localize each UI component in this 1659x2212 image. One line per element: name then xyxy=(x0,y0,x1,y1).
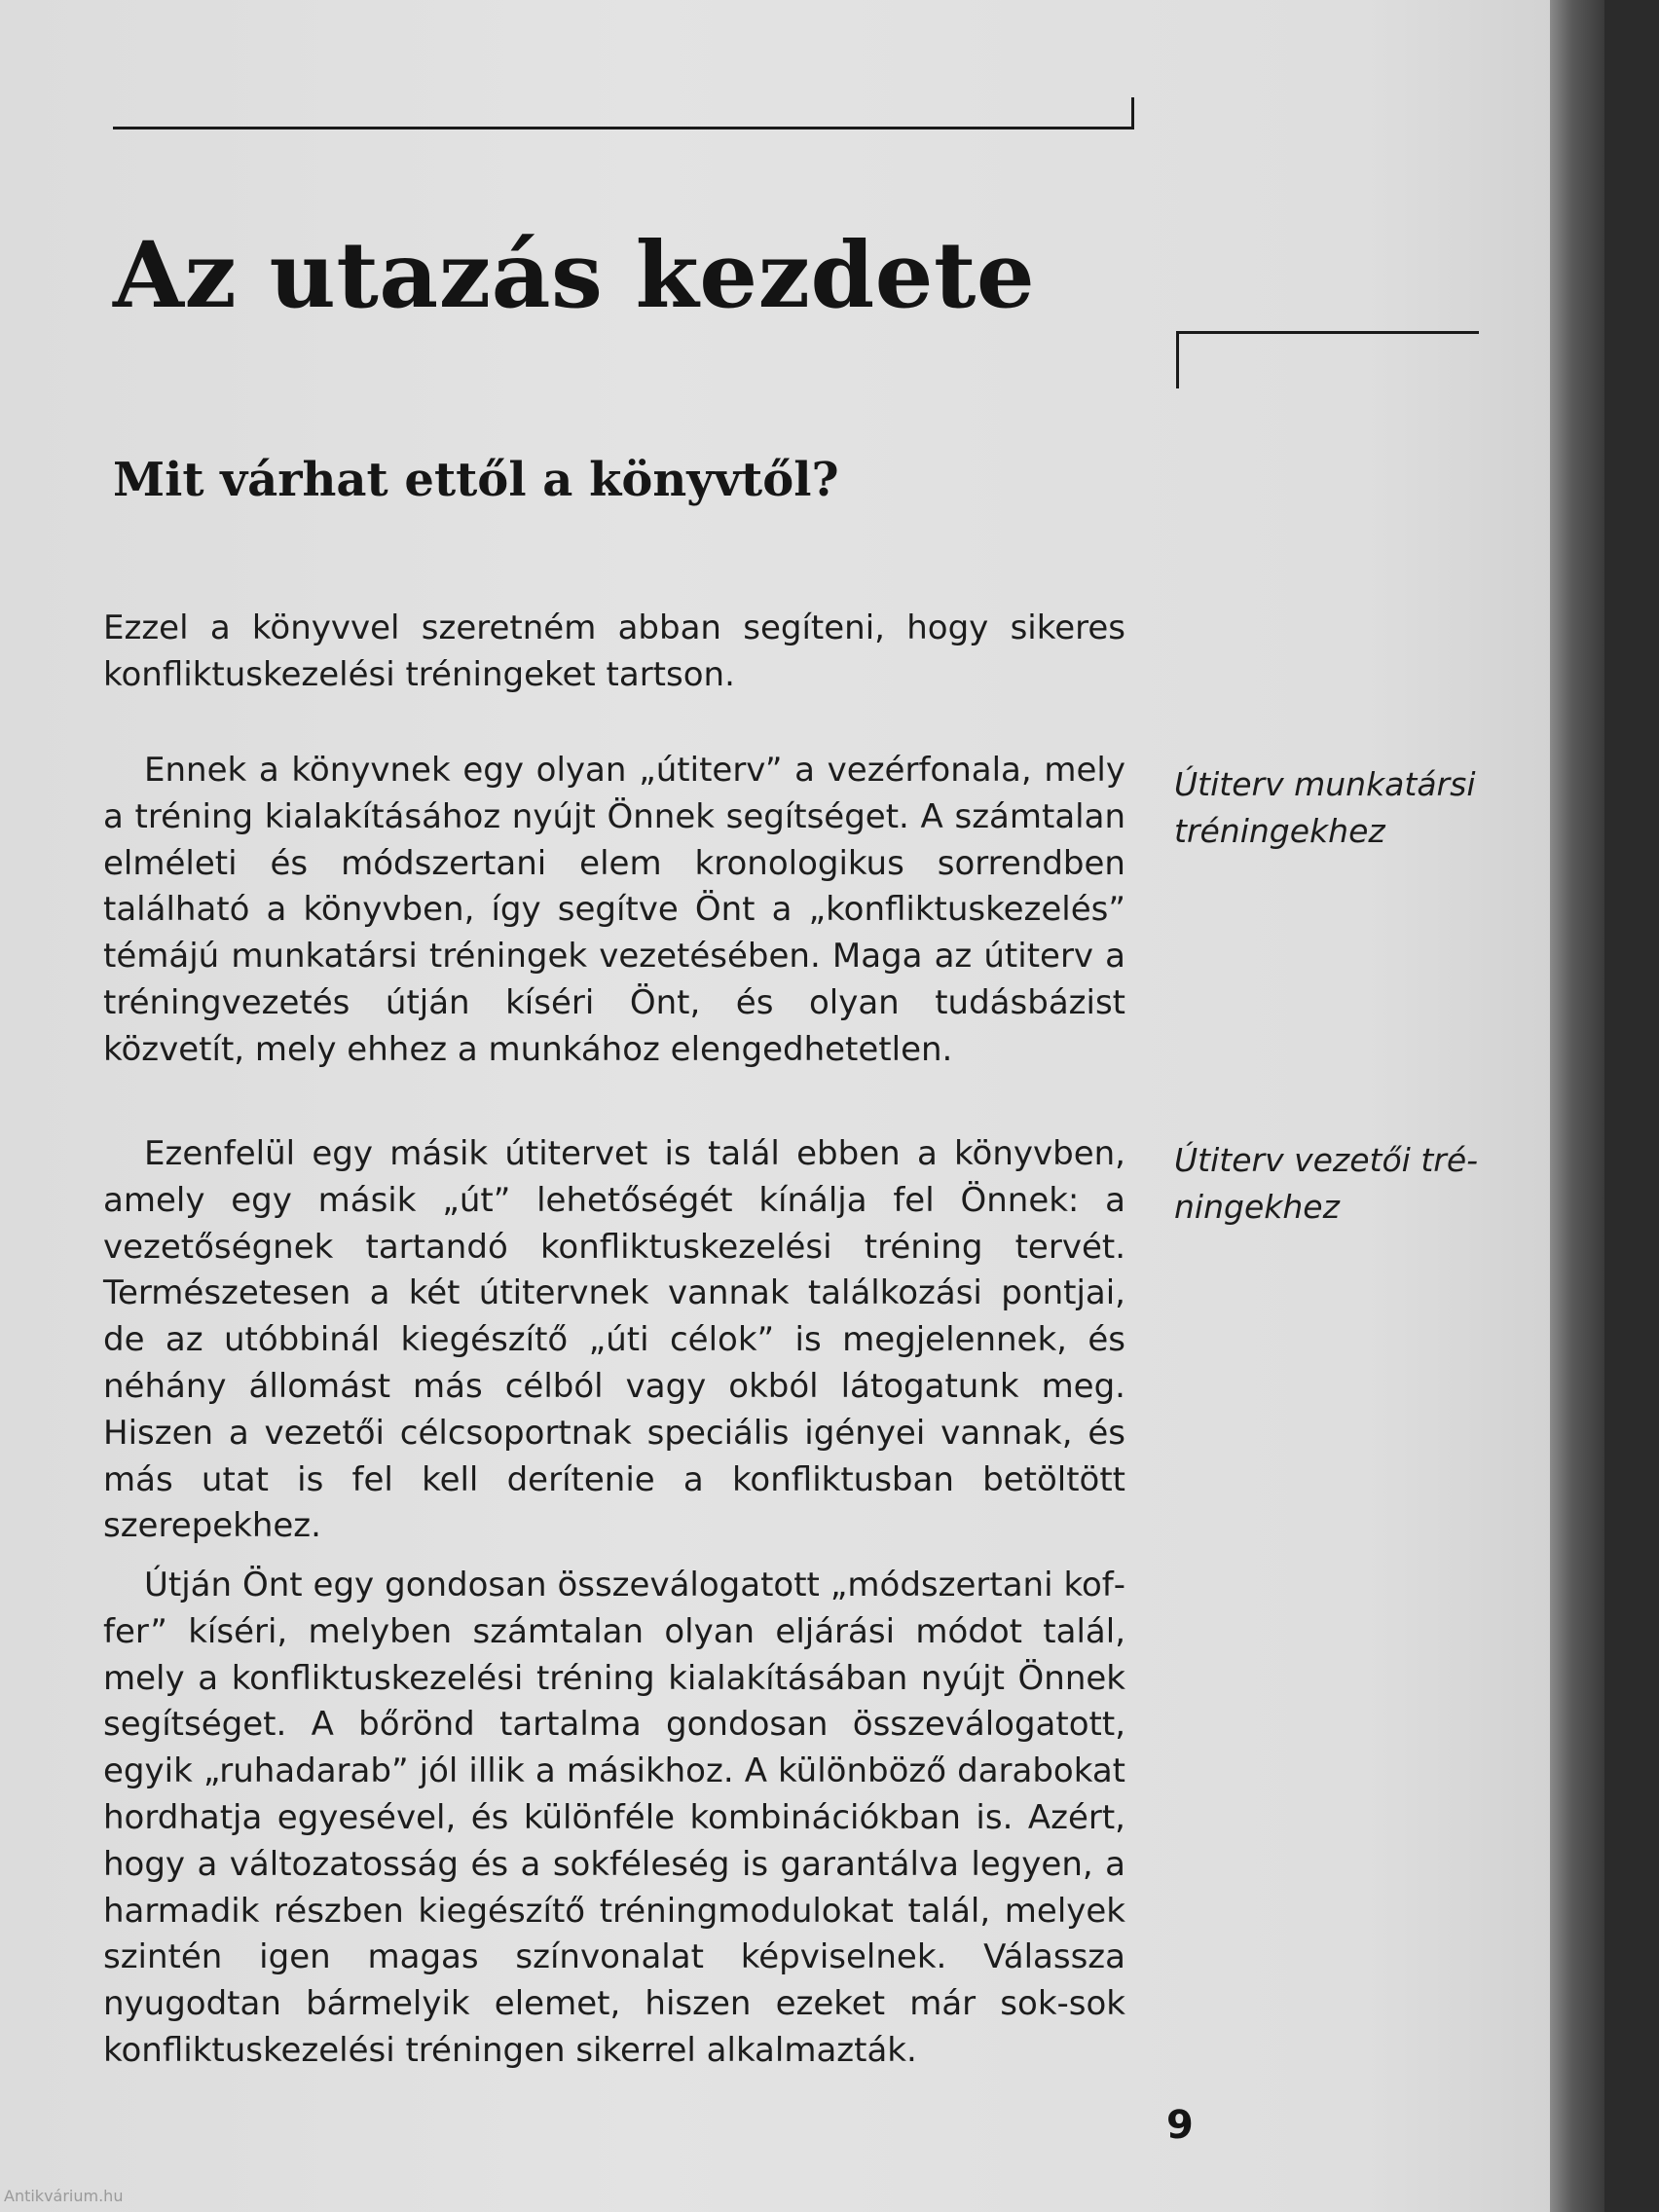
chapter-title: Az utazás kezdete xyxy=(113,222,1036,329)
page-number: 9 xyxy=(1166,2103,1194,2148)
section-heading: Mit várhat ettől a könyvtől? xyxy=(113,453,839,507)
top-rule-divider xyxy=(113,97,1134,129)
body-paragraph-3: Útján Önt egy gondosan összeválogatott „módszertani koffer” kíséri, melyben számtalan olyan eljárási módot talál, mely a konfliktuskezelési tréning kialakításában nyújt Önnek segítséget. A bőrönd tartalma gondosan összeválogatott, egyik „ruhadarab” jól illik a másikhoz. A különböző darabokat hordhatja egyesével, és különféle kombinációkban is. Azért, hogy a változatosság és a sokféleség is garantálva legyen, a harmadik részben kiegészítő tréningmodulokat talál, melyek szintén igen magas színvonalat képviselnek. Válassza nyugodtan bármelyik elemet, hiszen ezeket már sok-sok konfliktuskezelési tréningen sikerrel alkalmazták. xyxy=(103,1566,1125,2070)
intro-paragraph: Ezzel a könyvvel szeretném abban segíteni, hogy sikeres konfliktuskezelési tréningeket tartson. xyxy=(103,608,1125,694)
margin-note-1: Útiterv munkatársi tréningekhez xyxy=(1174,765,1476,850)
book-gutter-shadow xyxy=(1550,0,1604,2212)
body-paragraph-2: Ezenfelül egy másik útitervet is talál ebben a könyvben, amely egy másik „út” lehetőségét kínálja fel Önnek: a vezetőségnek tartandó konfliktuskezelési tréning tervét. Természetesen a két útitervnek vannak találkozási pontjai, de az utóbbinál kiegészítő „úti célok” is megjelennek, és néhány állomást más célból vagy okból látogatunk meg. Hiszen a vezetői célcsoportnak speciális igényei vannak, és más utat is fel kell derítenie a konfliktusban betöltött szerepekhez. xyxy=(103,1134,1125,1546)
watermark: Antikvárium.hu xyxy=(4,2187,124,2205)
body-paragraph-1: Ennek a könyvnek egy olyan „útiterv” a vezérfonala, mely a tréning kialakításához nyújt Önnek segítséget. A számtalan elméleti és módszertani elem kronologikus sorrendben található a könyvben, így segítve Önt a „konfliktuskezelés” témájú munkatársi tréningek vezetésében. Maga az útiterv a tréningvezetés útján kíséri Önt, és olyan tudásbázist közvetít, mely ehhez a munkához elengedhetetlen. xyxy=(103,751,1125,1069)
margin-rule-divider xyxy=(1176,331,1479,388)
margin-note-2: Útiterv vezetői tréningekhez xyxy=(1174,1141,1479,1226)
